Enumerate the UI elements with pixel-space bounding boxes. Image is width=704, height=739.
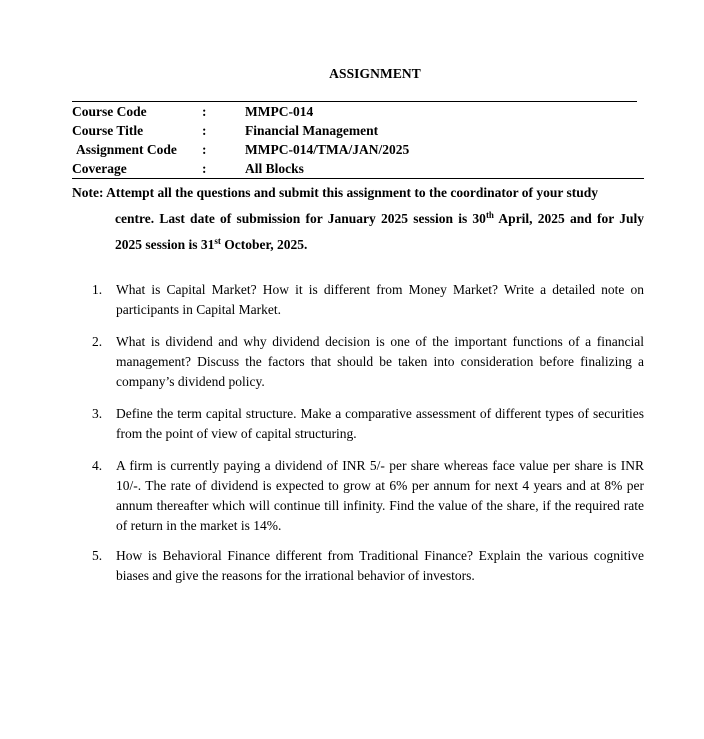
question-text: A firm is currently paying a dividend of INR 5/- per share whereas face value per share is INR 10/-. The rate of dividend is expected to grow at 6% per annum for next 4 years and at 8% per annum thereafter which will continue till infinity. Find the value of the share, if the required rate of return in the market is 14%. [116,458,644,533]
meta-label: Course Code [72,104,147,119]
question-5 [92,546,644,586]
meta-row-coverage [72,159,642,178]
question-text: What is Capital Market? How it is different from Money Market? Write a detailed note on participants in Capital Market. [116,282,644,317]
meta-label: Coverage [72,161,127,176]
meta-value: All Blocks [245,161,304,176]
meta-row-assignment-code [72,140,642,159]
note-continuation [72,206,644,258]
assignment-heading: ASSIGNMENT [329,66,421,81]
note-text: October, 2025. [220,237,308,252]
question-3 [92,404,644,444]
question-text: Define the term capital structure. Make a comparative assessment of different types of securities from the point of view of capital structuring. [116,406,644,441]
question-number: 5. [92,548,103,563]
meta-colon: : [202,104,207,119]
question-number: 2. [92,334,103,349]
meta-row-course-code [72,102,642,121]
note-text: April, 2025 and for July 2025 session is 31 [115,211,644,252]
question-1 [92,280,644,320]
question-2 [92,332,644,392]
question-number: 4. [92,458,103,473]
question-text: What is dividend and why dividend decision is one of the important functions of a financial management? Discuss the factors that should be taken into consideration before finalizing a company’s dividend policy. [116,334,644,389]
meta-label: Course Title [72,123,144,138]
note-superscript: st [214,236,221,246]
question-4 [92,456,644,536]
meta-colon: : [202,123,207,138]
meta-row-course-title [72,121,642,140]
bottom-divider [72,178,644,179]
question-text: How is Behavioral Finance different from Traditional Finance? Explain the various cognitive biases and give the reasons for the irrational behavior of investors. [116,548,644,583]
question-number: 1. [92,282,103,297]
note-first-line: Note: Attempt all the questions and submit this assignment to the coordinator of your study [72,185,599,200]
question-number: 3. [92,406,103,421]
meta-value: Financial Management [245,123,379,138]
meta-value: MMPC-014 [245,104,314,119]
meta-colon: : [202,161,207,176]
note-superscript: th [485,210,494,220]
meta-colon: : [202,142,207,157]
meta-label: Assignment Code [76,142,177,157]
meta-value: MMPC-014/TMA/JAN/2025 [245,142,410,157]
note-text: centre. Last date of submission for January 2025 session is 30 [115,211,486,226]
submission-note [72,180,644,258]
